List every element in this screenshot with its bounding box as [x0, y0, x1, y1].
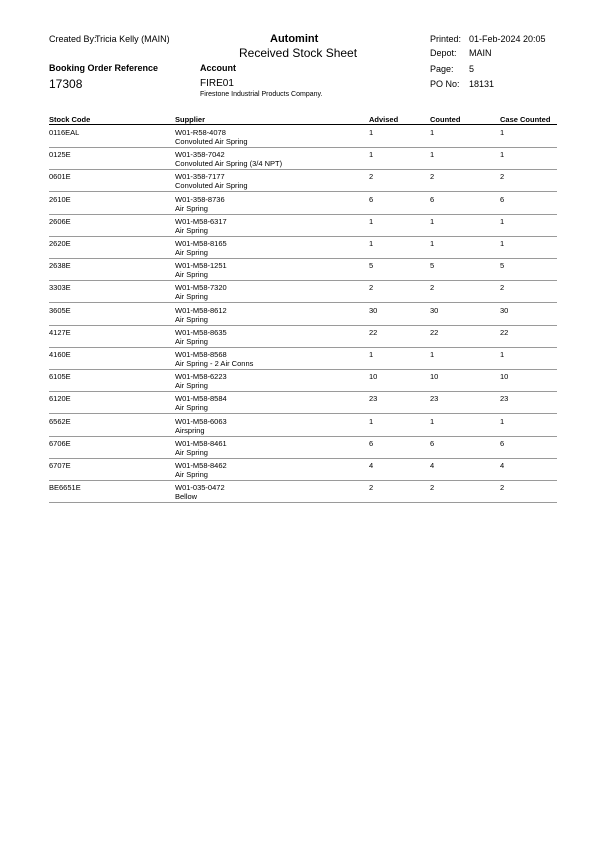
stock-code-cell: 6562E	[49, 416, 71, 426]
row-divider	[49, 369, 557, 370]
stock-code-cell: 4127E	[49, 327, 71, 337]
case-counted-cell: 6	[500, 438, 505, 448]
case-counted-cell: 1	[500, 239, 505, 248]
supplier-cell: W01-M58-6317	[175, 216, 227, 226]
advised-cell: 2	[369, 172, 374, 182]
advised-cell: 1	[369, 150, 374, 160]
description-cell: Air Spring	[175, 314, 208, 324]
description-cell: Air Spring	[175, 203, 208, 213]
supplier-cell: W01-M58-8461	[175, 438, 227, 448]
supplier-cell: W01-M58-6063	[175, 416, 227, 426]
counted-cell: 6	[430, 194, 435, 204]
row-divider	[49, 436, 557, 437]
created-by-value: Tricia Kelly (MAIN)	[95, 34, 170, 44]
case-counted-cell: 1	[500, 350, 505, 359]
advised-cell: 6	[369, 194, 374, 204]
po-label: PO No:	[430, 79, 460, 89]
account-label: Account	[200, 63, 236, 73]
booking-order-value: 17308	[49, 77, 83, 91]
advised-cell: 2	[369, 283, 374, 293]
created-by-label: Created By:	[49, 34, 97, 44]
stock-code-cell: 6706E	[49, 438, 71, 448]
stock-code-cell: 6105E	[49, 372, 71, 382]
page-value: 5	[469, 64, 475, 74]
advised-cell: 5	[369, 261, 374, 271]
depot-value: MAIN	[469, 48, 492, 58]
printed-label: Printed:	[430, 34, 462, 44]
row-divider	[49, 347, 557, 348]
stock-code-cell: 0116EAL	[49, 128, 80, 137]
supplier-cell: W01-358-8736	[175, 194, 225, 204]
counted-cell: 6	[430, 438, 435, 448]
counted-cell: 2	[430, 483, 435, 493]
supplier-cell: W01-M58-8612	[175, 305, 227, 315]
row-divider	[49, 214, 557, 215]
stock-code-cell: 0125E	[49, 150, 71, 160]
advised-cell: 1	[369, 350, 374, 359]
counted-cell: 2	[430, 283, 435, 293]
advised-cell: 6	[369, 438, 374, 448]
column-header-counted: Counted	[430, 115, 461, 124]
counted-cell: 10	[430, 372, 439, 382]
counted-cell: 1	[430, 150, 435, 160]
header-rule	[49, 124, 557, 125]
row-divider	[49, 325, 557, 326]
column-header-case-counted: Case Counted	[500, 115, 551, 124]
supplier-cell: W01-M58-6223	[175, 372, 227, 382]
description-cell: Convoluted Air Spring	[175, 137, 248, 146]
supplier-cell: W01-358-7177	[175, 172, 225, 182]
stock-code-cell: 6707E	[49, 461, 71, 470]
counted-cell: 1	[430, 350, 435, 359]
stock-code-cell: 0601E	[49, 172, 71, 182]
counted-cell: 23	[430, 394, 439, 404]
column-header-advised: Advised	[369, 115, 399, 124]
advised-cell: 1	[369, 128, 374, 137]
description-cell: Airspring	[175, 425, 205, 435]
counted-cell: 1	[430, 416, 435, 426]
counted-cell: 1	[430, 239, 435, 248]
counted-cell: 4	[430, 461, 435, 470]
stock-code-cell: 4160E	[49, 350, 71, 359]
case-counted-cell: 2	[500, 172, 505, 182]
stock-code-cell: BE6651E	[49, 483, 81, 493]
supplier-cell: W01-M58-7320	[175, 283, 227, 293]
supplier-cell: W01-358-7042	[175, 150, 225, 160]
row-divider	[49, 502, 557, 503]
depot-label: Depot:	[430, 48, 457, 58]
supplier-cell: W01-M58-8462	[175, 461, 227, 470]
description-cell: Air Spring	[175, 248, 208, 257]
description-cell: Air Spring	[175, 225, 208, 235]
row-divider	[49, 302, 557, 303]
supplier-cell: W01-R58-4078	[175, 128, 226, 137]
row-divider	[49, 169, 557, 170]
row-divider	[49, 458, 557, 459]
page-label: Page:	[430, 64, 454, 74]
row-divider	[49, 147, 557, 148]
case-counted-cell: 5	[500, 261, 505, 271]
po-value: 18131	[469, 79, 495, 89]
stock-code-cell: 2620E	[49, 239, 71, 248]
case-counted-cell: 2	[500, 483, 505, 493]
case-counted-cell: 22	[500, 327, 509, 337]
case-counted-cell: 1	[500, 416, 505, 426]
case-counted-cell: 1	[500, 216, 505, 226]
column-header-supplier: Supplier	[175, 115, 206, 124]
company-name: Automint	[270, 33, 319, 45]
supplier-cell: W01-M58-8568	[175, 350, 227, 359]
description-cell: Air Spring	[175, 270, 208, 280]
description-cell: Air Spring	[175, 447, 208, 457]
column-header-stock-code: Stock Code	[49, 115, 91, 124]
row-divider	[49, 191, 557, 192]
stock-code-cell: 3303E	[49, 283, 71, 293]
supplier-cell: W01-M58-8584	[175, 394, 227, 404]
counted-cell: 2	[430, 172, 435, 182]
row-divider	[49, 236, 557, 237]
advised-cell: 1	[369, 416, 374, 426]
counted-cell: 5	[430, 261, 435, 271]
description-cell: Air Spring	[175, 381, 208, 391]
advised-cell: 10	[369, 372, 378, 382]
description-cell: Air Spring	[175, 292, 208, 302]
stock-code-cell: 2638E	[49, 261, 71, 271]
case-counted-cell: 2	[500, 283, 505, 293]
case-counted-cell: 23	[500, 394, 509, 404]
printed-value: 01-Feb-2024 20:05	[469, 34, 546, 44]
supplier-cell: W01-M58-8165	[175, 239, 227, 248]
description-cell: Convoluted Air Spring (3/4 NPT)	[175, 159, 283, 169]
description-cell: Air Spring	[175, 336, 208, 346]
advised-cell: 23	[369, 394, 378, 404]
advised-cell: 1	[369, 239, 374, 248]
row-divider	[49, 480, 557, 481]
row-divider	[49, 391, 557, 392]
case-counted-cell: 6	[500, 194, 505, 204]
case-counted-cell: 10	[500, 372, 509, 382]
advised-cell: 30	[369, 305, 378, 315]
description-cell: Air Spring	[175, 403, 208, 413]
case-counted-cell: 30	[500, 305, 509, 315]
advised-cell: 2	[369, 483, 374, 493]
stock-code-cell: 2610E	[49, 194, 71, 204]
advised-cell: 22	[369, 327, 378, 337]
account-name: Firestone Industrial Products Company.	[200, 91, 323, 98]
account-code: FIRE01	[200, 78, 234, 89]
counted-cell: 1	[430, 216, 435, 226]
supplier-cell: W01-M58-8635	[175, 327, 227, 337]
counted-cell: 1	[430, 128, 435, 137]
description-cell: Bellow	[175, 492, 198, 502]
booking-order-label: Booking Order Reference	[49, 63, 159, 73]
case-counted-cell: 1	[500, 150, 505, 160]
case-counted-cell: 1	[500, 128, 505, 137]
supplier-cell: W01-M58-1251	[175, 261, 227, 271]
counted-cell: 30	[430, 305, 439, 315]
stock-code-cell: 6120E	[49, 394, 71, 404]
case-counted-cell: 4	[500, 461, 505, 470]
row-divider	[49, 280, 557, 281]
stock-code-cell: 2606E	[49, 216, 71, 226]
description-cell: Air Spring - 2 Air Conns	[175, 359, 254, 368]
advised-cell: 1	[369, 216, 374, 226]
supplier-cell: W01-035-0472	[175, 483, 225, 493]
counted-cell: 22	[430, 327, 439, 337]
description-cell: Air Spring	[175, 470, 208, 479]
description-cell: Convoluted Air Spring	[175, 181, 248, 191]
sheet-title: Received Stock Sheet	[239, 46, 358, 60]
row-divider	[49, 258, 557, 259]
stock-code-cell: 3605E	[49, 305, 71, 315]
row-divider	[49, 413, 557, 414]
advised-cell: 4	[369, 461, 374, 470]
